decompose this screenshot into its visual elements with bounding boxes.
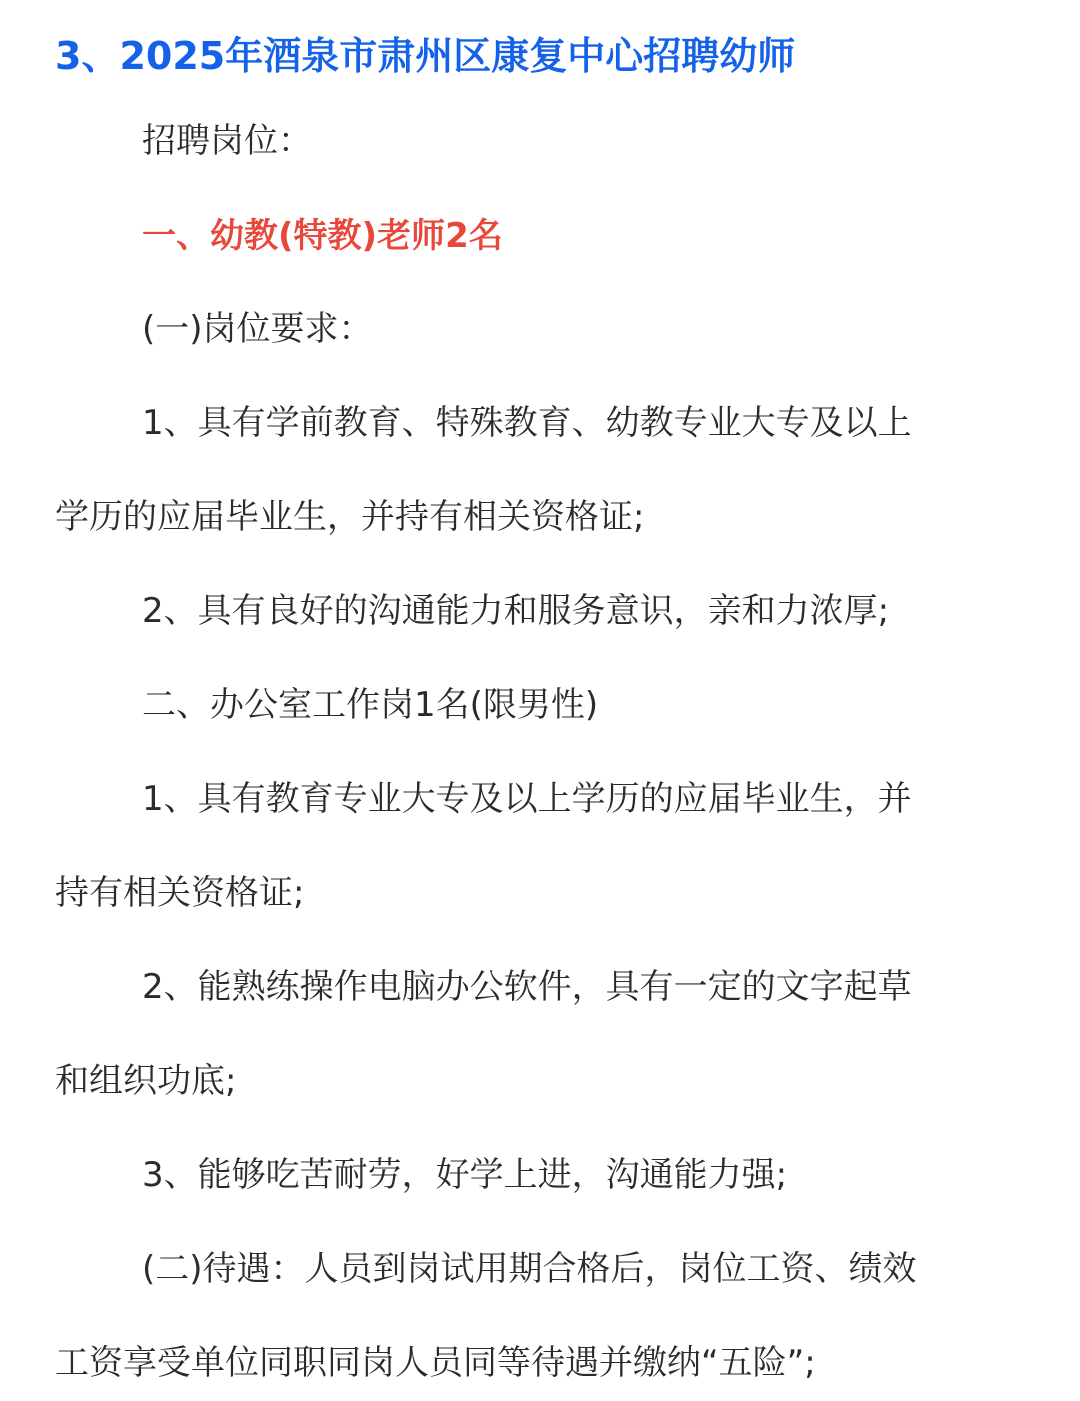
section-1-heading: 一、幼教(特教)老师2名: [142, 216, 503, 256]
requirement-1-line-2: 学历的应届毕业生，并持有相关资格证;: [55, 497, 645, 537]
requirement-2: 2、具有良好的沟通能力和服务意识，亲和力浓厚;: [142, 591, 890, 631]
section-2-requirement-2-line-1: 2、能熟练操作电脑办公软件，具有一定的文字起草: [142, 967, 912, 1007]
section-2-requirement-2-line-2: 和组织功底;: [55, 1061, 237, 1101]
section-2-heading: 二、办公室工作岗1名(限男性): [142, 685, 599, 725]
page-title: 3、2025年酒泉市肃州区康复中心招聘幼师: [55, 34, 796, 78]
section-2-requirement-1-line-2: 持有相关资格证;: [55, 873, 305, 913]
requirement-1-line-1: 1、具有学前教育、特殊教育、幼教专业大专及以上: [142, 403, 912, 443]
section-2-requirement-3: 3、能够吃苦耐劳，好学上进，沟通能力强;: [142, 1155, 788, 1195]
section-2-requirement-1-line-1: 1、具有教育专业大专及以上学历的应届毕业生，并: [142, 779, 912, 819]
benefits-line-2: 工资享受单位同职同岗人员同等待遇并缴纳“五险”;: [55, 1343, 816, 1383]
requirements-label: (一)岗位要求：: [142, 309, 373, 349]
benefits-line-1: (二)待遇：人员到岗试用期合格后，岗位工资、绩效: [142, 1249, 917, 1289]
positions-label: 招聘岗位：: [142, 121, 312, 161]
